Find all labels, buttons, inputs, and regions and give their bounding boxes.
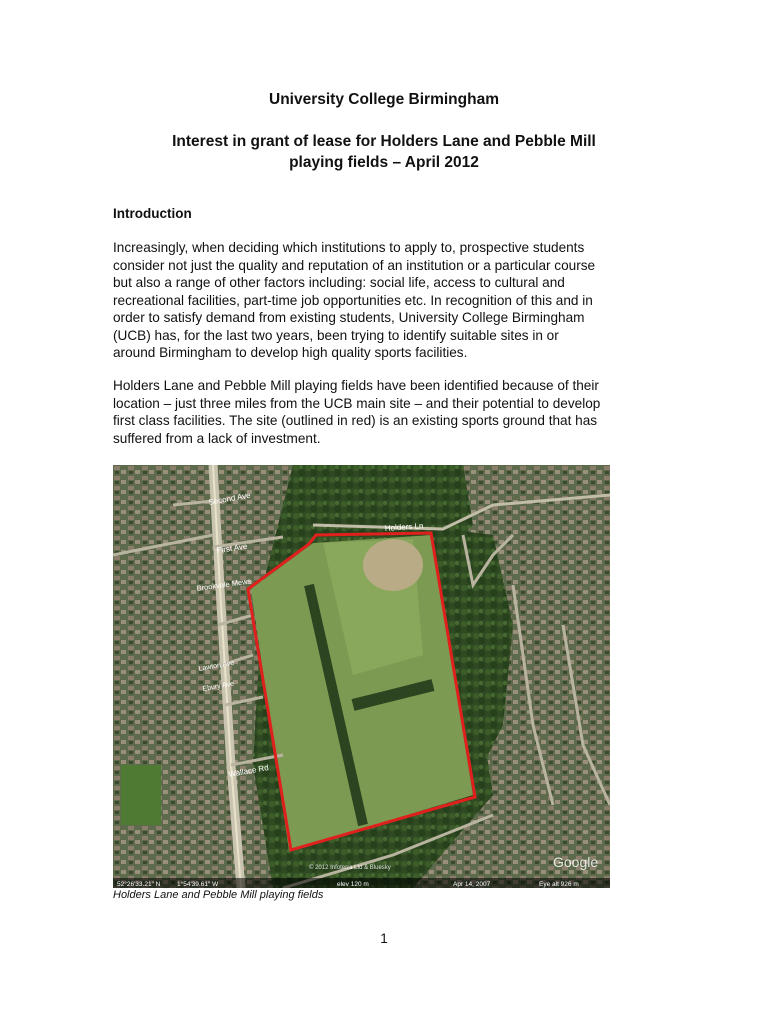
street-label-lawton-ave: Lawton Ave xyxy=(198,659,235,673)
paragraph-line: first class facilities. The site (outlined in red) is an existing sports ground that has xyxy=(113,413,598,428)
document-title-line: Interest in grant of lease for Holders Lane and Pebble Mill xyxy=(172,133,596,150)
organization-title: University College Birmingham xyxy=(269,91,499,108)
paragraph-line: location – just three miles from the UCB main site – and their potential to develop xyxy=(113,395,601,411)
status-date: Apr 14, 2007 xyxy=(453,881,491,888)
aerial-map-figure xyxy=(113,465,610,888)
street-label-brookvale-mews: Brookvale Mews xyxy=(196,576,252,593)
paragraph-line: Holders Lane and Pebble Mill playing fields have been identified because of their xyxy=(113,378,599,393)
figure-caption: Holders Lane and Pebble Mill playing fields xyxy=(113,889,324,901)
status-latitude: 52°26'33.21" N xyxy=(117,881,161,888)
paragraph-introduction xyxy=(113,239,673,362)
document-title xyxy=(0,131,768,173)
street-label-second-ave: Second Ave xyxy=(207,490,252,507)
paragraph-line: suffered from a lack of investment. xyxy=(113,430,321,446)
aerial-map xyxy=(113,465,610,888)
map-green-space xyxy=(121,765,161,825)
status-longitude: 1°54'39.61" W xyxy=(177,881,219,888)
status-eye-alt: Eye alt 926 m xyxy=(539,881,579,888)
street-label-first-ave: First Ave xyxy=(216,541,248,555)
status-elevation: elev 120 m xyxy=(337,881,369,888)
paragraph-line: recreational facilities, part-time job opportunities etc. In recognition of this and in xyxy=(113,292,593,308)
paragraph-line: but also a range of other factors including: social life, access to cultural and xyxy=(113,275,565,290)
paragraph-line: order to satisfy demand from existing students, University College Birmingham xyxy=(113,310,585,325)
section-heading: Introduction xyxy=(113,206,192,221)
street-label-holders-ln: Holders Ln xyxy=(384,521,424,533)
paragraph-line: around Birmingham to develop high quality sports facilities. xyxy=(113,345,468,360)
paragraph-line: Increasingly, when deciding which institutions to apply to, prospective students xyxy=(113,240,585,255)
google-watermark: Google xyxy=(553,854,599,870)
page-number: 1 xyxy=(380,931,388,946)
document-title-line: playing fields – April 2012 xyxy=(289,154,479,171)
paragraph-line: (UCB) has, for the last two years, been trying to identify suitable sites in or xyxy=(113,327,559,343)
paragraph-line: consider not just the quality and reputation of an institution or a particular course xyxy=(113,257,596,273)
map-copyright: © 2012 Infoterra Ltd & Bluesky xyxy=(309,865,391,871)
street-label-wallace-rd: Wallace Rd xyxy=(227,763,270,779)
map-bare-ground xyxy=(363,539,423,591)
paragraph-site xyxy=(113,377,673,447)
street-label-ebury-ave: Ebury Ave xyxy=(202,680,235,693)
